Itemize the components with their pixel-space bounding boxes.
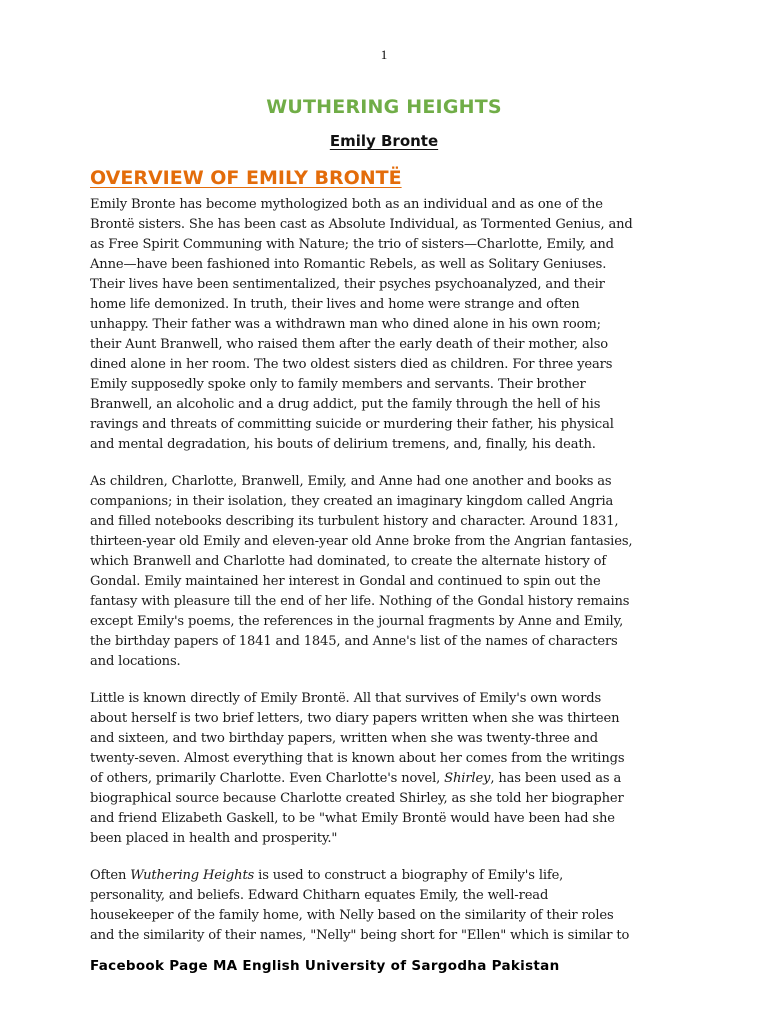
- text-line: [90, 612, 680, 632]
- text-line: [90, 789, 680, 809]
- text-line: [90, 592, 680, 612]
- text-line: [90, 552, 680, 572]
- text-segment: dined alone in her room. The two oldest sisters died as children. For three years: [90, 357, 613, 372]
- author-name: Emily Bronte: [329, 132, 439, 150]
- text-segment: home life demonized. In truth, their lives and home were strange and often: [90, 297, 580, 312]
- body-paragraph: [90, 472, 680, 672]
- text-segment: as Free Spirit Communing with Nature; the trio of sisters—Charlotte, Emily, and: [90, 237, 614, 252]
- text-line: [90, 866, 680, 886]
- text-segment: their Aunt Branwell, who raised them after the early death of their mother, also: [90, 337, 609, 352]
- italic-title: Wuthering Heights: [130, 868, 255, 883]
- text-line: [90, 532, 680, 552]
- page-footer: Facebook Page MA English University of Sargodha Pakistan: [90, 958, 560, 974]
- text-line: [90, 652, 680, 672]
- text-segment: Anne—have been fashioned into Romantic Rebels, as well as Solitary Geniuses.: [90, 257, 607, 272]
- text-segment: Emily supposedly spoke only to family members and servants. Their brother: [90, 377, 586, 392]
- text-line: [90, 235, 680, 255]
- document-title: WUTHERING HEIGHTS: [266, 96, 502, 118]
- text-segment: As children, Charlotte, Branwell, Emily, and Anne had one another and books as: [90, 474, 612, 489]
- text-segment: the birthday papers of 1841 and 1845, and Anne's list of the names of characters: [90, 634, 618, 649]
- text-segment: ravings and threats of committing suicide or murdering their father, his physical: [90, 417, 614, 432]
- text-line: [90, 926, 680, 946]
- text-line: [90, 829, 680, 849]
- text-segment: which Branwell and Charlotte had dominated, to create the alternate history of: [90, 554, 607, 569]
- text-line: [90, 709, 680, 729]
- body-text: [90, 195, 680, 963]
- text-segment: Their lives have been sentimentalized, their psyches psychoanalyzed, and their: [90, 277, 605, 292]
- text-segment: twenty-seven. Almost everything that is known about her comes from the writings: [90, 751, 625, 766]
- text-segment: and mental degradation, his bouts of delirium tremens, and, finally, his death.: [90, 437, 596, 452]
- text-line: [90, 632, 680, 652]
- text-segment: companions; in their isolation, they created an imaginary kingdom called Angria: [90, 494, 614, 509]
- text-line: [90, 355, 680, 375]
- text-segment: thirteen-year old Emily and eleven-year old Anne broke from the Angrian fantasies,: [90, 534, 633, 549]
- text-line: [90, 375, 680, 395]
- text-line: [90, 255, 680, 275]
- text-segment: except Emily's poems, the references in the journal fragments by Anne and Emily,: [90, 614, 624, 629]
- text-segment: fantasy with pleasure till the end of her life. Nothing of the Gondal history remains: [90, 594, 630, 609]
- text-segment: Little is known directly of Emily Brontë. All that survives of Emily's own words: [90, 691, 602, 706]
- body-paragraph: [90, 195, 680, 455]
- text-segment: unhappy. Their father was a withdrawn man who dined alone in his own room;: [90, 317, 601, 332]
- text-segment: housekeeper of the family home, with Nelly based on the similarity of their roles: [90, 908, 614, 923]
- text-segment: and sixteen, and two birthday papers, written when she was twenty-three and: [90, 731, 598, 746]
- author-line: [0, 131, 768, 150]
- text-line: [90, 492, 680, 512]
- text-line: [90, 769, 680, 789]
- body-paragraph: [90, 689, 680, 849]
- text-line: [90, 195, 680, 215]
- text-line: [90, 395, 680, 415]
- text-segment: and locations.: [90, 654, 181, 669]
- text-line: [90, 415, 680, 435]
- italic-title: Shirley: [444, 771, 491, 786]
- text-line: [90, 729, 680, 749]
- text-line: [90, 335, 680, 355]
- text-segment: of others, primarily Charlotte. Even Charlotte's novel,: [90, 771, 445, 786]
- text-line: [90, 512, 680, 532]
- text-segment: Branwell, an alcoholic and a drug addict, put the family through the hell of his: [90, 397, 601, 412]
- body-paragraph: [90, 866, 680, 946]
- text-segment: biographical source because Charlotte created Shirley, as she told her biographer: [90, 791, 624, 806]
- text-segment: Brontë sisters. She has been cast as Absolute Individual, as Tormented Genius, and: [90, 217, 633, 232]
- text-line: [90, 215, 680, 235]
- text-line: [90, 472, 680, 492]
- text-line: [90, 749, 680, 769]
- text-segment: about herself is two brief letters, two diary papers written when she was thirteen: [90, 711, 620, 726]
- section-heading: OVERVIEW OF EMILY BRONTË: [90, 167, 402, 189]
- text-segment: is used to construct a biography of Emily's life,: [254, 868, 564, 883]
- text-segment: and friend Elizabeth Gaskell, to be "what Emily Brontë would have been had she: [90, 811, 615, 826]
- text-line: [90, 906, 680, 926]
- text-segment: and filled notebooks describing its turbulent history and character. Around 1831,: [90, 514, 619, 529]
- text-line: [90, 886, 680, 906]
- text-segment: Gondal. Emily maintained her interest in Gondal and continued to spin out the: [90, 574, 601, 589]
- text-segment: Often: [90, 868, 131, 883]
- text-segment: been placed in health and prosperity.": [90, 831, 338, 846]
- text-line: [90, 689, 680, 709]
- text-line: [90, 295, 680, 315]
- text-line: [90, 809, 680, 829]
- text-line: [90, 435, 680, 455]
- text-segment: , has been used as a: [490, 771, 622, 786]
- text-segment: personality, and beliefs. Edward Chitharn equates Emily, the well-read: [90, 888, 549, 903]
- text-segment: and the similarity of their names, "Nelly" being short for "Ellen" which is similar to: [90, 928, 630, 943]
- text-line: [90, 275, 680, 295]
- text-segment: Emily Bronte has become mythologized both as an individual and as one of the: [90, 197, 603, 212]
- text-line: [90, 315, 680, 335]
- page-number: 1: [380, 47, 388, 62]
- text-line: [90, 572, 680, 592]
